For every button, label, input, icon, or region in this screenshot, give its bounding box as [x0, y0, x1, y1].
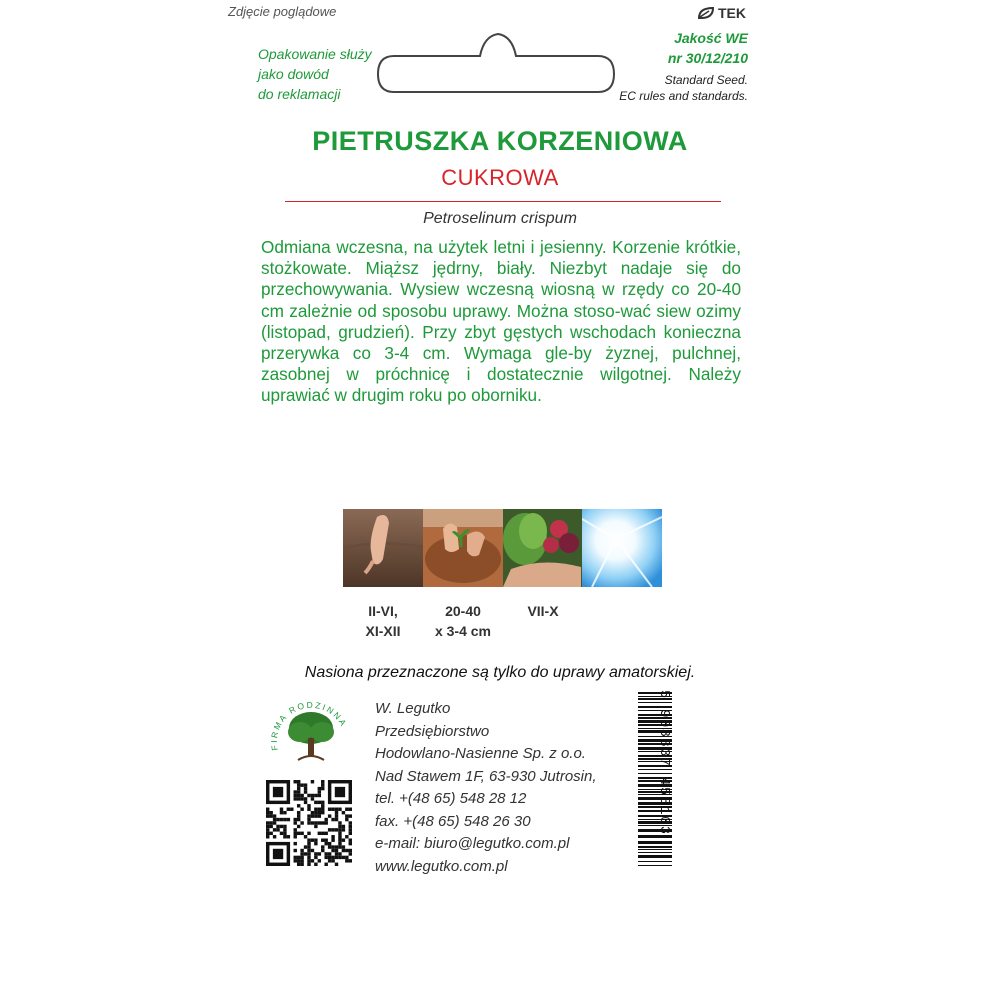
company-fax: fax. +(48 65) 548 26 30	[375, 812, 531, 830]
qr-module	[342, 849, 345, 852]
qr-module	[318, 801, 321, 804]
qr-module	[321, 787, 324, 790]
qr-module	[294, 790, 297, 793]
qr-module	[338, 856, 341, 859]
qr-module	[314, 808, 317, 811]
qr-module	[335, 849, 338, 852]
qr-module	[349, 859, 352, 862]
qr-module	[321, 849, 324, 852]
qr-module	[266, 835, 269, 838]
qr-module	[304, 790, 307, 793]
qr-module	[294, 859, 297, 862]
qr-module	[304, 797, 307, 800]
qr-module	[280, 811, 283, 814]
company-email[interactable]: e-mail: biuro@legutko.com.pl	[375, 835, 570, 852]
qr-module	[318, 852, 321, 855]
qr-module	[297, 783, 300, 786]
qr-module	[345, 818, 348, 821]
qr-module	[335, 852, 338, 855]
qr-module	[297, 790, 300, 793]
qr-module	[335, 828, 338, 831]
qr-module	[266, 811, 269, 814]
qr-module	[283, 825, 286, 828]
qr-module	[300, 794, 303, 797]
qr-module	[307, 863, 310, 866]
qr-module	[345, 808, 348, 811]
qr-module	[338, 852, 341, 855]
qr-module	[328, 856, 331, 859]
qr-module	[324, 818, 327, 821]
qr-module	[297, 859, 300, 862]
qr-module	[283, 835, 286, 838]
qr-module	[283, 811, 286, 814]
qr-module	[335, 814, 338, 817]
qr-module	[266, 825, 269, 828]
qr-module	[349, 838, 352, 841]
qr-module	[297, 804, 300, 807]
qr-module	[297, 811, 300, 814]
qr-module	[328, 828, 331, 831]
qr-module	[338, 808, 341, 811]
qr-module	[324, 842, 327, 845]
qr-module	[307, 845, 310, 848]
qr-module	[294, 828, 297, 831]
qr-module	[342, 811, 345, 814]
qr-module	[294, 780, 297, 783]
qr-module	[273, 814, 276, 817]
qr-module	[321, 821, 324, 824]
company-name: W. Legutko	[375, 700, 451, 717]
qr-module	[318, 808, 321, 811]
qr-module	[318, 794, 321, 797]
qr-module	[294, 797, 297, 800]
qr-module	[311, 811, 314, 814]
qr-module	[307, 814, 310, 817]
qr-module	[324, 838, 327, 841]
qr-module	[300, 808, 303, 811]
qr-module	[318, 811, 321, 814]
qr-module	[294, 842, 297, 845]
qr-module	[304, 783, 307, 786]
qr-module	[276, 825, 279, 828]
qr-module	[304, 787, 307, 790]
tek-logo	[697, 5, 746, 21]
product-description: Odmiana wczesna, na użytek letni i jesienny. Korzenie krótkie, stożkowate. Miąższ jędrny, biały. Niezbyt nadaje się do przechowywania. Wysiew wczesną wiosną w rzędy co 20-40 cm zależnie od sposobu uprawy. Można stoso-wać siew ozimy (listopad, grudzień). Przy zbyt gęstych wschodach konieczna przerywka co 3-4 cm. Wymaga gle-by żyznej, pulchnej, zasobnej w próchnicę i dostatecznie wilgotnej. Należy uprawiać w drugim roku po oborniku.	[261, 237, 741, 406]
qr-module	[300, 856, 303, 859]
qr-module	[345, 856, 348, 859]
amateur-use-disclaimer: Nasiona przeznaczone są tylko do uprawy amatorskiej.	[304, 664, 696, 681]
qr-module	[324, 832, 327, 835]
qr-module	[328, 859, 331, 862]
qr-module	[321, 808, 324, 811]
qr-module	[321, 845, 324, 848]
qr-module	[307, 832, 310, 835]
qr-module	[307, 808, 310, 811]
qr-module	[311, 838, 314, 841]
qr-module	[266, 832, 269, 835]
latin-name: Petroselinum crispum	[423, 210, 577, 227]
qr-module	[266, 814, 269, 817]
qr-module	[294, 818, 297, 821]
logo-text: FIRMA RODZINNA	[268, 699, 350, 752]
qr-module	[311, 821, 314, 824]
qr-module	[338, 845, 341, 848]
qr-module	[349, 849, 352, 852]
qr-module	[331, 808, 334, 811]
qr-module	[324, 852, 327, 855]
harvest-time: VII-X	[527, 603, 559, 619]
company-street: Nad Stawem 1F, 63-930 Jutrosin,	[375, 767, 597, 785]
qr-module	[269, 832, 272, 835]
qr-module	[294, 856, 297, 859]
qr-module	[314, 856, 317, 859]
qr-module	[318, 790, 321, 793]
qr-module	[304, 845, 307, 848]
qr-module	[349, 832, 352, 835]
qr-module	[324, 863, 327, 866]
family-company-logo	[268, 688, 354, 780]
qr-module	[324, 856, 327, 859]
sowing-time: II-VI, XI-XII	[365, 603, 401, 639]
qr-module	[311, 794, 314, 797]
qr-module	[307, 818, 310, 821]
qr-module	[297, 863, 300, 866]
qr-module	[318, 859, 321, 862]
qr-module	[294, 849, 297, 852]
qr-module	[273, 828, 276, 831]
qr-module	[304, 801, 307, 804]
harvest-vegetables-icon	[503, 509, 583, 587]
qr-module	[331, 818, 334, 821]
qr-module	[276, 828, 279, 831]
qr-module	[304, 835, 307, 838]
qr-module	[307, 804, 310, 807]
full-sun-icon	[582, 509, 662, 587]
barcode-digits: 5 903837 458103	[656, 690, 671, 836]
qr-module	[300, 849, 303, 852]
qr-module	[328, 814, 331, 817]
qr-module	[307, 821, 310, 824]
qr-module	[307, 794, 310, 797]
qr-module	[269, 814, 272, 817]
qr-module	[338, 838, 341, 841]
qr-module	[294, 835, 297, 838]
qr-module	[297, 818, 300, 821]
qr-module	[307, 859, 310, 862]
qr-module	[335, 845, 338, 848]
qr-module	[307, 849, 310, 852]
qr-module	[294, 794, 297, 797]
tek-label: TEK	[718, 5, 746, 21]
qr-module	[283, 828, 286, 831]
qr-module	[311, 814, 314, 817]
qr-module	[273, 818, 276, 821]
qr-module	[331, 859, 334, 862]
qr-module	[297, 794, 300, 797]
qr-module	[297, 814, 300, 817]
company-website[interactable]: www.legutko.com.pl	[375, 857, 508, 875]
qr-module	[300, 797, 303, 800]
company-address	[375, 698, 597, 878]
qr-module	[307, 842, 310, 845]
qr-module	[318, 821, 321, 824]
company-legal-name: Hodowlano-Nasienne Sp. z o.o.	[375, 745, 586, 762]
standard-seed-label: Standard Seed. EC rules and standards.	[619, 73, 748, 103]
qr-module	[321, 804, 324, 807]
qr-module	[345, 835, 348, 838]
qr-module	[314, 794, 317, 797]
qr-module	[276, 818, 279, 821]
qr-module	[318, 832, 321, 835]
qr-module	[331, 828, 334, 831]
qr-module	[321, 832, 324, 835]
qr-module	[314, 838, 317, 841]
qr-module	[335, 818, 338, 821]
qr-module	[311, 797, 314, 800]
qr-module	[331, 838, 334, 841]
qr-module	[328, 845, 331, 848]
qr-module	[331, 835, 334, 838]
qr-module	[314, 863, 317, 866]
qr-module	[294, 821, 297, 824]
seedling-planting-icon	[423, 509, 503, 587]
qr-module	[342, 838, 345, 841]
qr-module	[297, 780, 300, 783]
qr-module	[328, 808, 331, 811]
qr-module	[331, 849, 334, 852]
eu-quality-label: Jakość WE nr 30/12/210	[667, 30, 748, 66]
qr-module	[349, 825, 352, 828]
qr-module	[338, 832, 341, 835]
qr-module	[331, 856, 334, 859]
qr-module	[318, 814, 321, 817]
qr-module	[349, 808, 352, 811]
qr-module	[297, 825, 300, 828]
qr-module	[287, 818, 290, 821]
qr-module	[349, 842, 352, 845]
qr-module	[314, 852, 317, 855]
qr-module	[335, 808, 338, 811]
qr-module	[280, 808, 283, 811]
qr-module	[273, 835, 276, 838]
qr-module	[338, 825, 341, 828]
qr-module	[321, 801, 324, 804]
qr-module	[273, 849, 283, 859]
qr-module	[335, 863, 338, 866]
qr-module	[335, 787, 345, 797]
qr-module	[300, 832, 303, 835]
qr-module	[338, 835, 341, 838]
sowing-hand-icon	[343, 509, 423, 587]
qr-module	[287, 835, 290, 838]
qr-module	[349, 828, 352, 831]
qr-module	[349, 821, 352, 824]
qr-module	[342, 856, 345, 859]
qr-module	[290, 808, 293, 811]
qr-module	[335, 811, 338, 814]
qr-module	[304, 852, 307, 855]
qr-module	[311, 859, 314, 862]
qr-module	[283, 818, 286, 821]
qr-module	[307, 856, 310, 859]
qr-module	[283, 832, 286, 835]
qr-module	[280, 825, 283, 828]
qr-module	[269, 811, 272, 814]
photo-note: Zdjęcie poglądowe	[228, 4, 337, 19]
qr-module	[338, 842, 341, 845]
qr-module	[280, 832, 283, 835]
qr-module	[321, 783, 324, 786]
title-divider	[285, 201, 721, 202]
company-type: Przedsiębiorstwo	[375, 722, 490, 740]
qr-module	[300, 852, 303, 855]
qr-module	[287, 808, 290, 811]
qr-module	[345, 849, 348, 852]
qr-module	[269, 825, 272, 828]
qr-module	[297, 797, 300, 800]
qr-module	[266, 808, 269, 811]
company-phone: tel. +(48 65) 548 28 12	[375, 790, 527, 807]
qr-module	[314, 821, 317, 824]
qr-module	[321, 838, 324, 841]
variety-name: CUKROWA	[441, 165, 559, 190]
qr-module	[311, 780, 314, 783]
qr-module	[307, 838, 310, 841]
qr-module	[307, 852, 310, 855]
qr-module	[311, 849, 314, 852]
leaf-icon	[697, 6, 715, 20]
qr-module	[300, 783, 303, 786]
qr-module	[297, 856, 300, 859]
qr-module	[335, 856, 338, 859]
qr-module	[297, 832, 300, 835]
qr-module	[266, 828, 269, 831]
qr-module	[331, 845, 334, 848]
qr-module	[314, 814, 317, 817]
qr-module	[300, 863, 303, 866]
qr-module	[314, 825, 317, 828]
qr-module	[314, 842, 317, 845]
qr-module	[349, 814, 352, 817]
row-spacing: 20-40 x 3-4 cm	[434, 603, 492, 639]
qr-module	[321, 811, 324, 814]
qr-module	[345, 859, 348, 862]
qr-module	[314, 811, 317, 814]
qr-module	[280, 818, 283, 821]
qr-module	[273, 821, 276, 824]
qr-module	[297, 787, 300, 790]
qr-module	[338, 821, 341, 824]
qr-module	[328, 842, 331, 845]
qr-module	[318, 787, 321, 790]
qr-module	[273, 787, 283, 797]
qr-module	[269, 821, 272, 824]
qr-module	[349, 852, 352, 855]
complaint-note: Opakowanie służy jako dowód do reklamacji	[258, 46, 372, 102]
qr-module	[314, 801, 317, 804]
qr-module	[345, 814, 348, 817]
qr-module	[300, 859, 303, 862]
qr-module	[342, 845, 345, 848]
product-title: PIETRUSZKA KORZENIOWA	[312, 126, 688, 156]
qr-module	[294, 832, 297, 835]
qr-module	[328, 852, 331, 855]
qr-module	[338, 828, 341, 831]
hanging-slot	[372, 28, 620, 98]
qr-module	[321, 780, 324, 783]
qr-module	[342, 825, 345, 828]
qr-code[interactable]	[266, 780, 352, 866]
qr-module	[324, 821, 327, 824]
qr-module	[266, 821, 269, 824]
qr-module	[342, 828, 345, 831]
qr-module	[300, 821, 303, 824]
